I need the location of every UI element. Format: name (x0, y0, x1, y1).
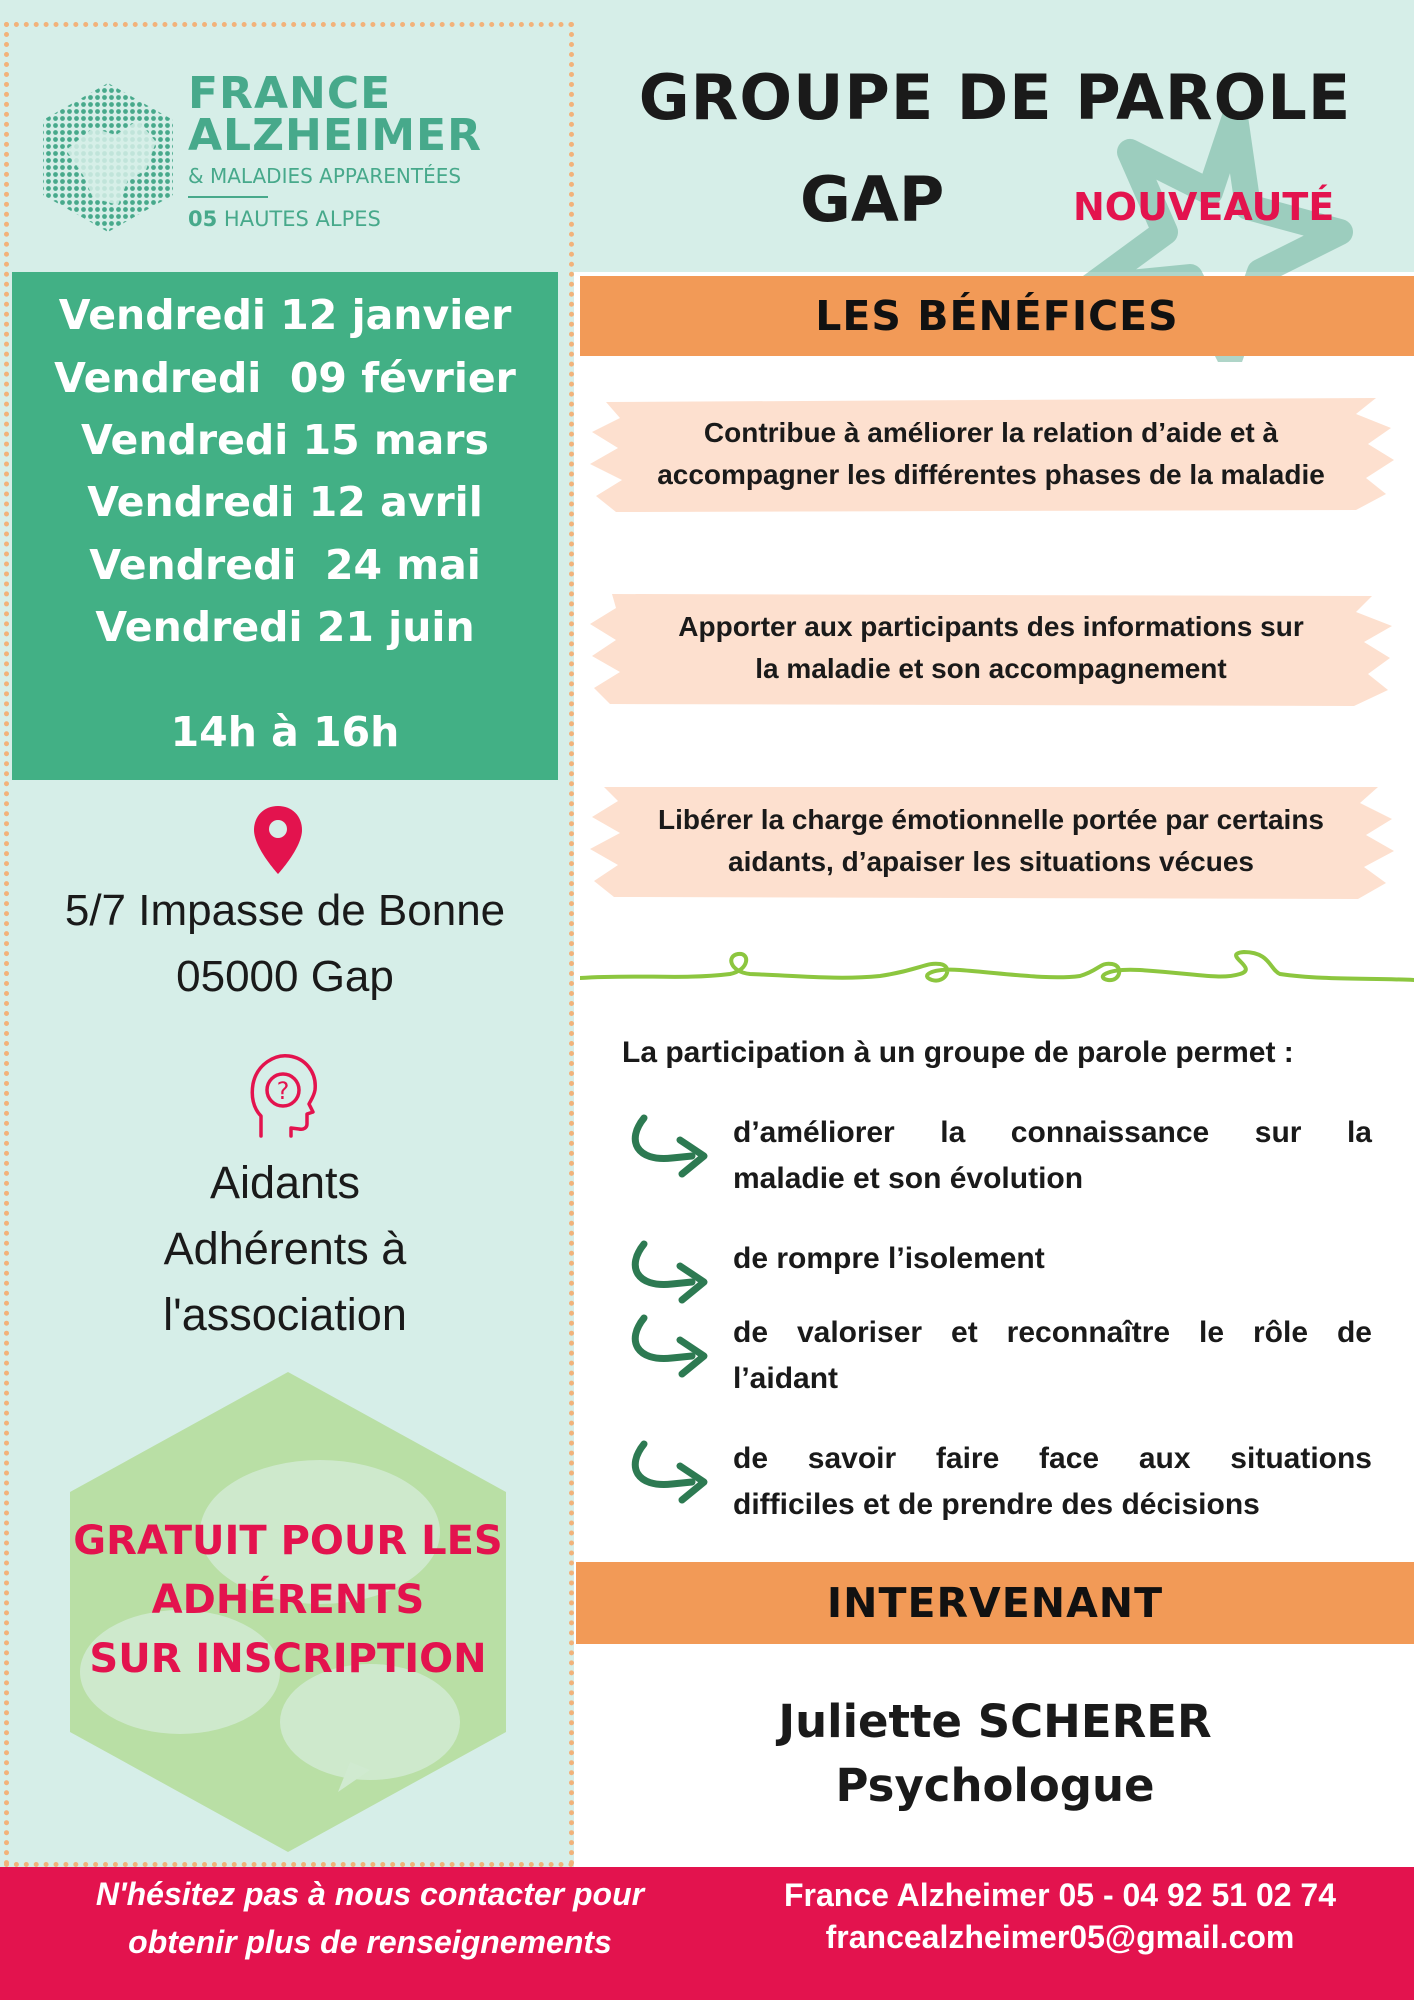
participation-line: maladie et son évolution (733, 1162, 1084, 1195)
pricing-notice (20, 1512, 556, 1689)
schedule-box (12, 272, 558, 780)
pricing-line: GRATUIT POUR LES (73, 1518, 503, 1564)
benefits-heading: LES BÉNÉFICES (580, 276, 1414, 356)
audience-line: Adhérents à (163, 1223, 407, 1274)
audience-line: Aidants (209, 1157, 361, 1208)
footer-prompt-line: obtenir plus de renseignements (128, 1924, 612, 1960)
participation-text (733, 1110, 1372, 1202)
participation-line: de savoir faire face aux situations (733, 1442, 1372, 1475)
logo-region-name: HAUTES ALPES (217, 207, 381, 231)
pricing-line: ADHÉRENTS (151, 1577, 425, 1623)
audience (20, 1150, 550, 1348)
logo-hexagon-icon (38, 80, 178, 235)
footer-phone: France Alzheimer 05 - 04 92 51 02 74 (783, 1877, 1337, 1913)
speaker-info (576, 1690, 1414, 1818)
new-badge: NOUVEAUTÉ (1073, 185, 1335, 229)
benefit-item (586, 392, 1396, 516)
date-item: Vendredi 24 mai (89, 541, 481, 589)
logo-divider (188, 196, 268, 198)
participation-text (733, 1236, 1372, 1282)
svg-text:?: ? (276, 1077, 290, 1105)
benefit-item (586, 779, 1396, 903)
participation-line: de valoriser et reconnaître le rôle de (733, 1316, 1372, 1349)
footer-email[interactable]: francealzheimer05@gmail.com (825, 1919, 1295, 1955)
participation-text (733, 1436, 1372, 1528)
footer-contact-prompt (30, 1870, 710, 1966)
page-title: GROUPE DE PAROLE (638, 61, 1352, 134)
date-item: Vendredi 15 mars (81, 416, 489, 464)
curved-arrow-icon (622, 1112, 720, 1180)
participation-line: d’améliorer la connaissance sur la (733, 1116, 1372, 1149)
head-question-icon (247, 1052, 319, 1138)
curved-arrow-icon (622, 1312, 720, 1380)
footer-contact-details (720, 1874, 1400, 1958)
benefit-text: la maladie et son accompagnement (755, 653, 1227, 684)
logo-line-alzheimer: ALZHEIMER (188, 110, 482, 161)
france-alzheimer-logo (38, 70, 518, 240)
benefit-text: Contribue à améliorer la relation d’aide et à (703, 417, 1279, 448)
speaker-name: Juliette SCHERER (778, 1695, 1212, 1748)
address (20, 878, 550, 1010)
squiggle-divider (580, 940, 1414, 990)
participation-text (733, 1310, 1372, 1402)
benefit-text: Libérer la charge émotionnelle portée par certains (658, 804, 1324, 835)
curved-arrow-icon (622, 1238, 720, 1306)
benefit-text: Apporter aux participants des informations sur (678, 611, 1304, 642)
date-item: Vendredi 09 février (54, 354, 516, 402)
date-item: Vendredi 12 avril (87, 478, 483, 526)
logo-line-maladies: & MALADIES APPARENTÉES (188, 164, 462, 188)
participation-line: de rompre l’isolement (733, 1242, 1045, 1275)
session-hours: 14h à 16h (170, 708, 400, 756)
map-pin-icon (252, 804, 304, 876)
logo-region-number: 05 (188, 207, 218, 231)
speaker-role: Psychologue (835, 1759, 1155, 1812)
speaker-heading: INTERVENANT (576, 1562, 1414, 1644)
footer-prompt-line: N'hésitez pas à nous contacter pour (95, 1876, 645, 1912)
date-item: Vendredi 12 janvier (58, 291, 512, 339)
participation-line: l’aidant (733, 1362, 839, 1395)
participation-line: difficiles et de prendre des décisions (733, 1488, 1260, 1521)
benefit-text: accompagner les différentes phases de la maladie (657, 459, 1325, 490)
benefit-text: aidants, d’apaiser les situations vécues (728, 846, 1254, 877)
logo-line-region (188, 206, 381, 232)
date-item: Vendredi 21 juin (95, 603, 475, 651)
participation-intro: La participation à un groupe de parole permet : (622, 1036, 1294, 1069)
page-title-city: GAP (800, 163, 945, 236)
logo-line-france: FRANCE (188, 68, 392, 119)
audience-line: l'association (163, 1289, 407, 1340)
address-street: 5/7 Impasse de Bonne (64, 886, 506, 935)
address-city: 05000 Gap (176, 952, 394, 1001)
curved-arrow-icon (622, 1438, 720, 1506)
pricing-line: SUR INSCRIPTION (89, 1636, 487, 1682)
benefit-item (586, 586, 1396, 710)
